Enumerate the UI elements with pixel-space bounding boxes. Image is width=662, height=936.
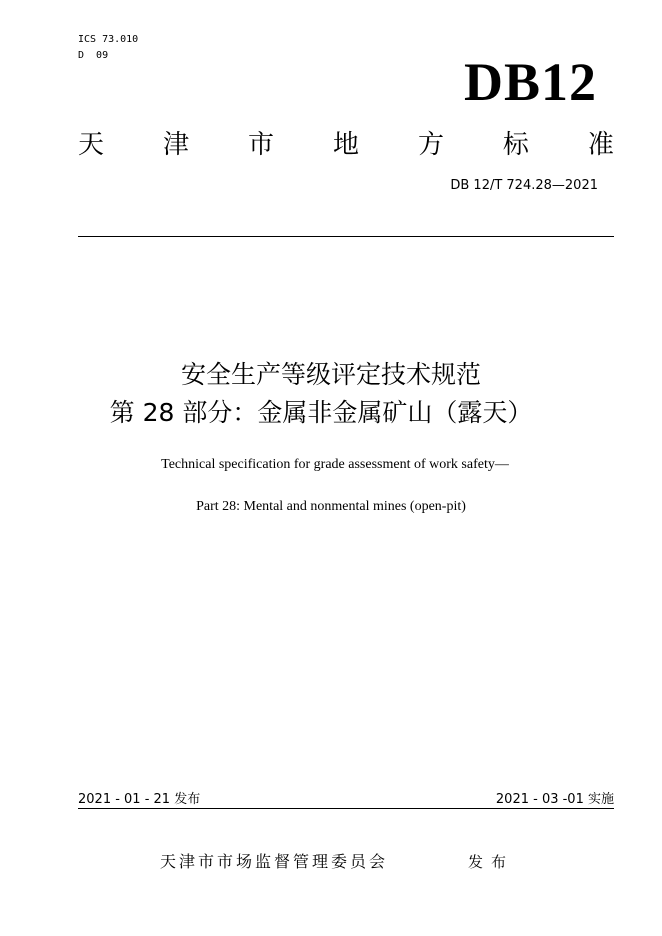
ics-code: ICS 73.010 [78, 34, 139, 45]
footer-divider [78, 808, 614, 809]
standard-type-char: 天 [78, 130, 105, 160]
standard-type-char: 地 [332, 130, 359, 160]
title-en-line1: Technical specification for grade assessment of work safety— [161, 457, 509, 472]
implementation-date: 2021 - 03 -01 实施 [495, 792, 614, 807]
standard-type-char: 津 [162, 130, 189, 160]
standard-number: DB 12/T 724.28—2021 [450, 178, 598, 193]
ccs-code: D 09 [78, 50, 109, 61]
title-cn-line1: 安全生产等级评定技术规范 [180, 360, 481, 389]
title-en-line2: Part 28: Mental and nonmental mines (open-pit) [196, 499, 466, 514]
standard-type-char: 市 [247, 130, 274, 160]
issue-date: 2021 - 01 - 21 发布 [78, 792, 201, 807]
issuer-action: 发布 [468, 853, 515, 871]
standard-type-char: 方 [417, 130, 444, 160]
standard-type-char: 准 [587, 130, 614, 160]
standard-logo: DB12 [463, 52, 597, 112]
header-divider [78, 236, 614, 237]
title-cn-line2: 第 28 部分：金属非金属矿山（露天） [109, 398, 533, 427]
standard-type-char: 标 [502, 130, 529, 160]
issuer-name: 天津市市场监督管理委员会 [160, 852, 389, 871]
standard-type [78, 128, 614, 162]
